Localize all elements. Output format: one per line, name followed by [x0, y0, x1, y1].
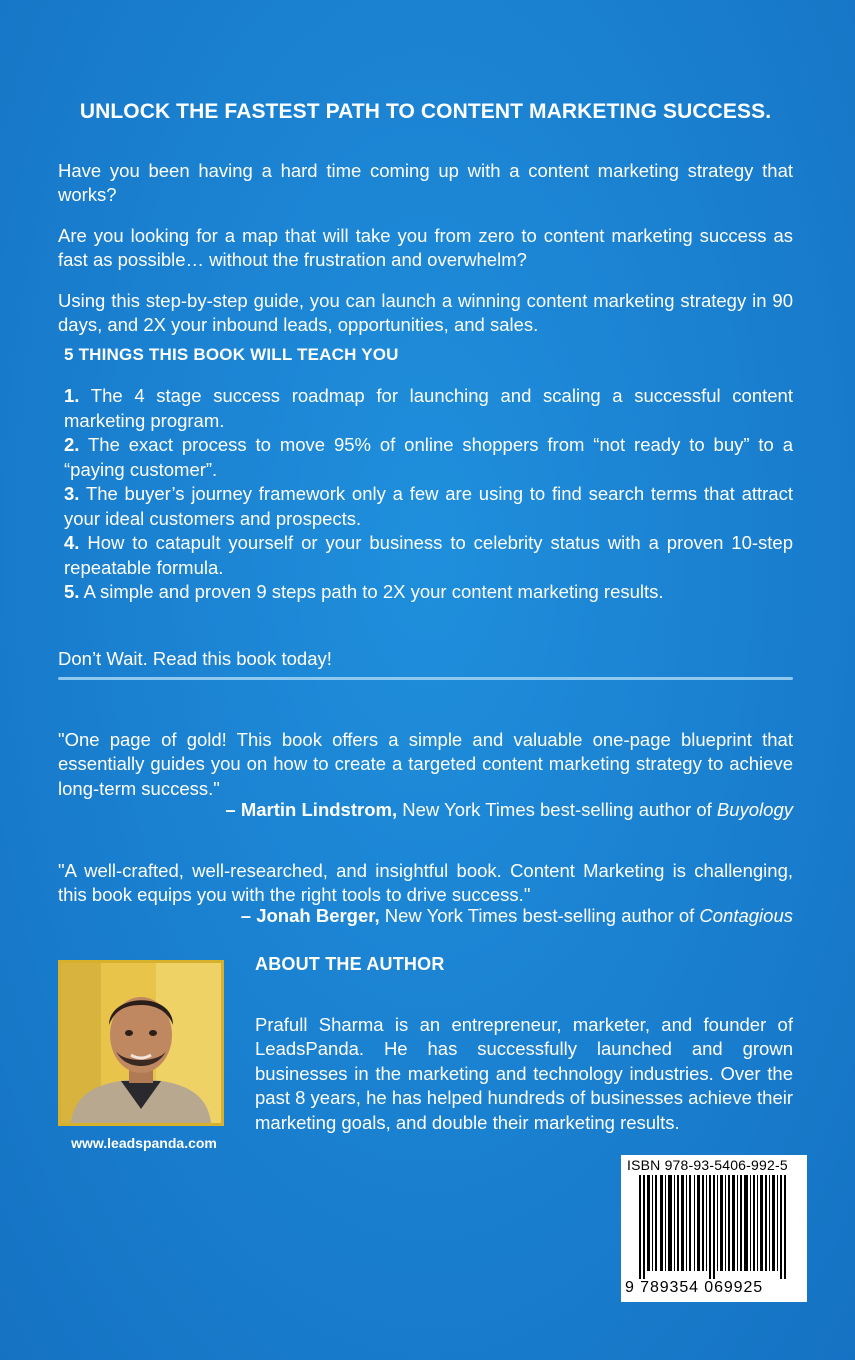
- list-item-text: How to catapult yourself or your business to celebrity status with a proven 10-step repeatable formula.: [64, 532, 794, 578]
- author-portrait-illustration: [61, 963, 221, 1123]
- testimonial-attribution-1: [58, 799, 793, 821]
- list-item: [64, 384, 793, 433]
- headline: UNLOCK THE FASTEST PATH TO CONTENT MARKETING SUCCESS.: [79, 100, 772, 123]
- attribution-dash: –: [240, 905, 257, 926]
- call-to-action: Don’t Wait. Read this book today!: [58, 647, 332, 669]
- attribution-dash: –: [225, 799, 241, 820]
- list-item-number: 2.: [64, 434, 80, 455]
- list-item-text: The 4 stage success roadmap for launching and scaling a successful content marketing program.: [64, 385, 793, 431]
- things-heading: 5 THINGS THIS BOOK WILL TEACH YOU: [64, 345, 399, 364]
- about-author-heading: ABOUT THE AUTHOR: [255, 954, 445, 974]
- list-item: [64, 531, 793, 580]
- testimonial-attribution-2: [58, 905, 793, 927]
- attribution-role: New York Times best-selling author of: [397, 799, 717, 820]
- author-bio: Prafull Sharma is an entrepreneur, marketer, and founder of LeadsPanda. He has successfully launched and grown businesses in the marketing and technology industries. Over the past 8 years, he has helped hundreds of businesses achieve their marketing goals, and double their marketing results.: [255, 1013, 793, 1133]
- list-item: [64, 482, 793, 531]
- intro-paragraph-1: Have you been having a hard time coming up with a content marketing strategy that works?: [58, 159, 793, 205]
- list-item: [64, 580, 793, 605]
- attribution-book: Buyology: [716, 799, 793, 820]
- section-divider: [58, 677, 793, 680]
- list-item-number: 1.: [64, 385, 80, 406]
- list-item-text: A simple and proven 9 steps path to 2X your content marketing results.: [83, 581, 664, 602]
- testimonial-quote-2: "A well-crafted, well-researched, and insightful book. Content Marketing is challenging, this book equips you with the right tools to drive success.": [58, 859, 793, 905]
- list-item: [64, 433, 793, 482]
- list-item-text: The exact process to move 95% of online shoppers from “not ready to buy” to a “paying customer”.: [64, 434, 793, 480]
- list-item-number: 5.: [64, 581, 80, 602]
- barcode-bars: [639, 1175, 789, 1279]
- attribution-book: Contagious: [699, 905, 793, 926]
- intro-paragraph-2: Are you looking for a map that will take you from zero to content marketing success as fast as possible… without the frustration and overwhelm?: [58, 224, 793, 270]
- attribution-name: Martin Lindstrom,: [240, 799, 398, 820]
- isbn-label: ISBN 978-93-5406-992-5: [627, 1157, 788, 1173]
- isbn-barcode: [621, 1155, 807, 1302]
- list-item-number: 3.: [64, 483, 80, 504]
- website-link[interactable]: www.leadspanda.com: [71, 1135, 217, 1151]
- attribution-name: Jonah Berger,: [256, 905, 380, 926]
- barcode-digits: 9 789354 069925: [625, 1279, 764, 1296]
- author-photo: [58, 960, 224, 1126]
- testimonial-quote-1: "One page of gold! This book offers a simple and valuable one-page blueprint that essentially guides you on how to create a targeted content marketing strategy to achieve long-term success.": [58, 728, 793, 799]
- list-item-text: The buyer’s journey framework only a few are using to find search terms that attract your ideal customers and prospects.: [64, 483, 793, 529]
- list-item-number: 4.: [64, 532, 80, 553]
- intro-paragraph-3: Using this step-by-step guide, you can launch a winning content marketing strategy in 90 days, and 2X your inbound leads, opportunities, and sales.: [58, 289, 793, 335]
- things-list: [64, 384, 793, 605]
- attribution-role: New York Times best-selling author of: [379, 905, 700, 926]
